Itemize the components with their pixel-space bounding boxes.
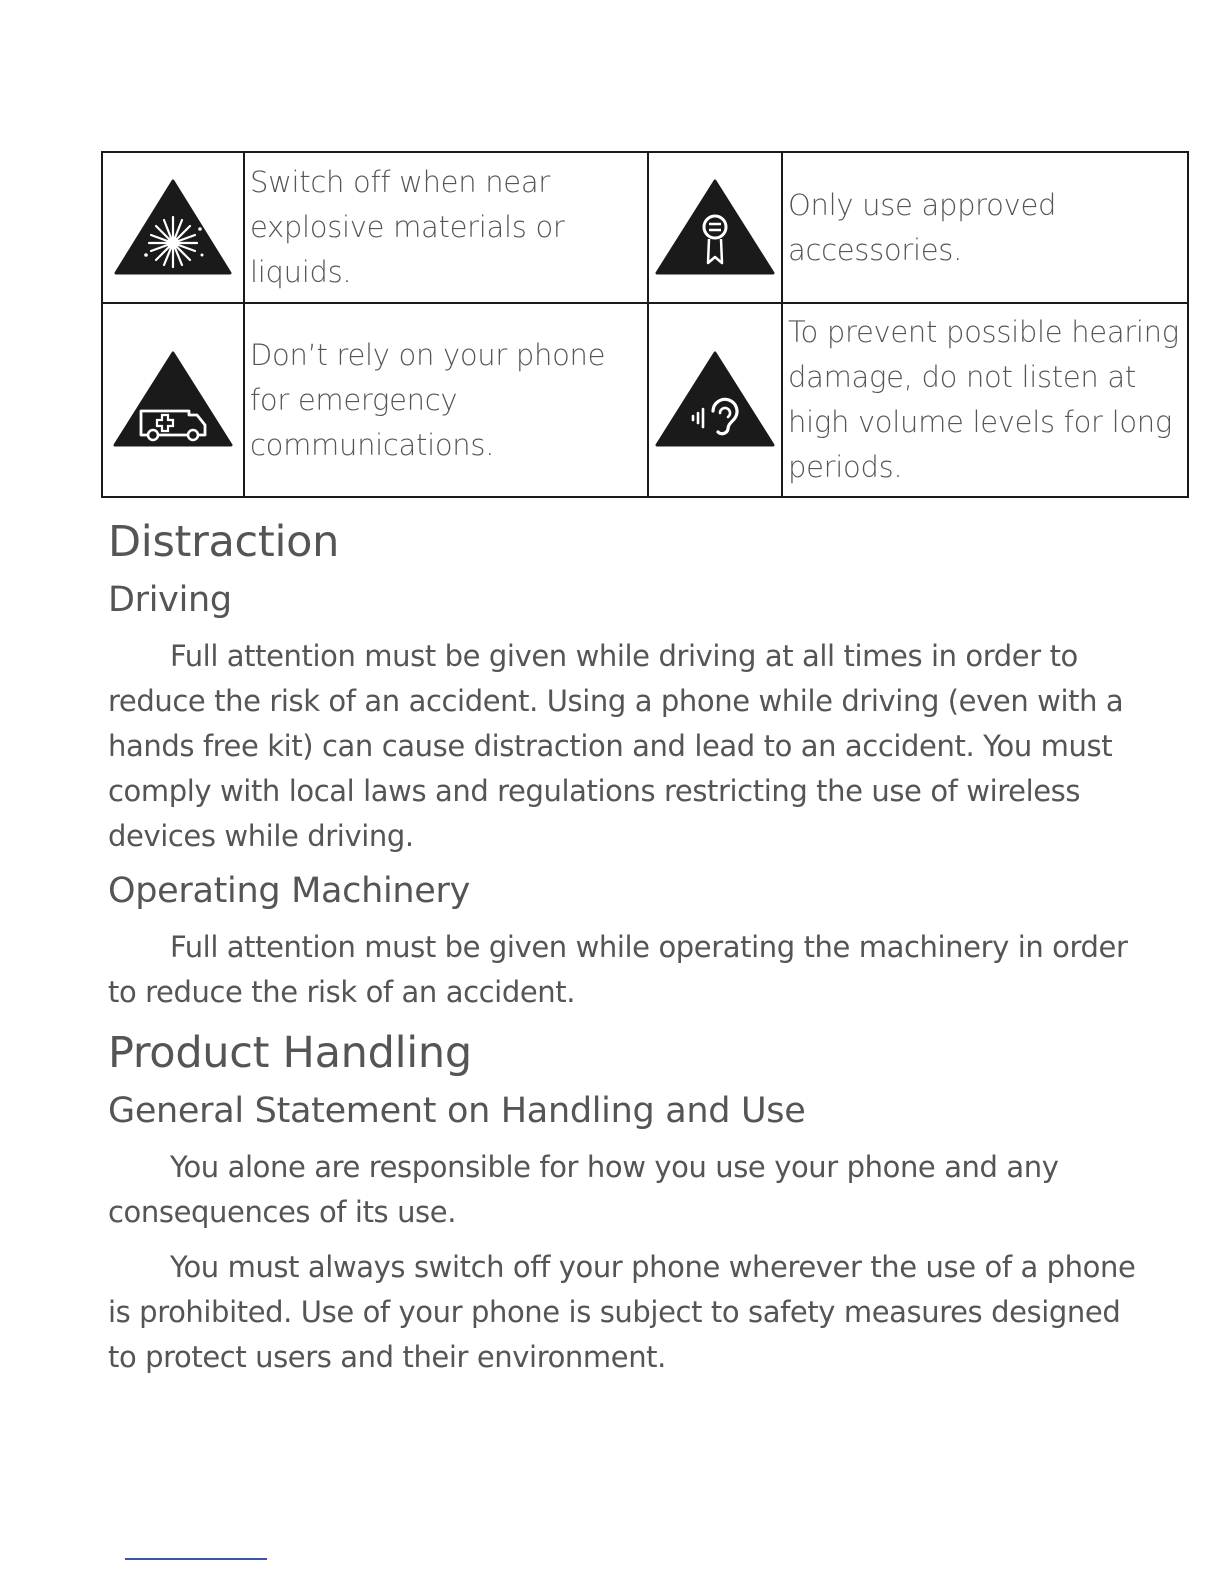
safety-text-cell <box>244 152 648 303</box>
subsection-title-machinery: Operating Machinery <box>108 871 471 911</box>
section-title-distraction: Distraction <box>108 517 340 567</box>
general-paragraph-2: You must always switch off your phone wherever the use of a phone is prohibited. Use of your phone is subject to safety measures designed to protect users and their environment. <box>108 1250 1136 1374</box>
safety-text-cell <box>782 303 1188 497</box>
subsection-title-general-statement: General Statement on Handling and Use <box>108 1091 806 1131</box>
explosive-icon <box>114 179 232 277</box>
driving-paragraph: Full attention must be given while driving at all times in order to reduce the risk of an accident. Using a phone while driving (even with a hands free kit) can cause distraction and lead to an accident. You must comply with local laws and regulations restricting the use of wireless devices while driving. <box>108 639 1124 853</box>
safety-table-row <box>102 152 1188 303</box>
safety-table-row <box>102 303 1188 497</box>
ambulance-icon <box>113 351 233 449</box>
footnote-separator <box>125 1558 267 1560</box>
safety-icon-cell <box>102 152 244 303</box>
hearing-icon <box>655 351 775 449</box>
safety-icons-table <box>101 151 1189 498</box>
emergency-warning-text: Don’t rely on your phone for emergency communications. <box>250 337 606 462</box>
safety-icon-cell <box>102 303 244 497</box>
hearing-warning-text: To prevent possible hearing damage, do not listen at high volume levels for long periods. <box>788 315 1179 484</box>
accessories-warning-text: Only use approved accessories. <box>788 187 1057 267</box>
section-title-product-handling: Product Handling <box>108 1028 472 1078</box>
machinery-paragraph: Full attention must be given while operating the machinery in order to reduce the risk of an accident. <box>108 930 1128 1009</box>
general-paragraph-1: You alone are responsible for how you use your phone and any consequences of its use. <box>108 1150 1059 1229</box>
approved-accessories-icon <box>655 179 775 277</box>
subsection-title-driving: Driving <box>108 580 232 620</box>
safety-text-cell <box>244 303 648 497</box>
safety-icon-cell <box>648 303 782 497</box>
document-body <box>108 510 1148 1380</box>
explosive-warning-text: Switch off when near explosive materials or liquids. <box>250 165 565 289</box>
safety-text-cell <box>782 152 1188 303</box>
safety-icon-cell <box>648 152 782 303</box>
